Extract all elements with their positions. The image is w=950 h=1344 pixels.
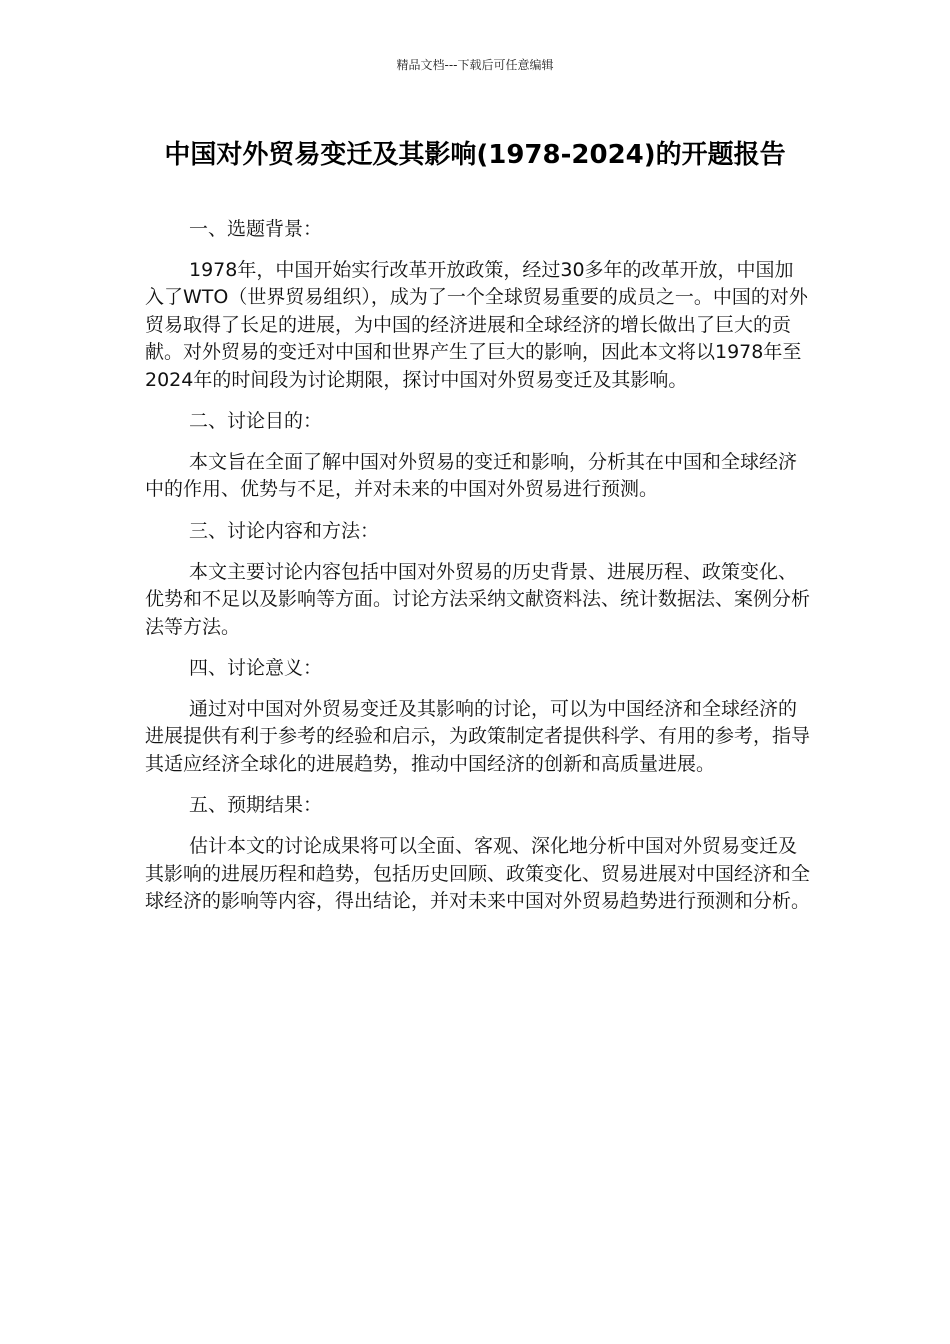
section-purpose — [145, 408, 810, 504]
header-note: 精品文档---下载后可任意编辑 — [396, 58, 554, 72]
section-background — [145, 216, 810, 394]
section-heading: 二、讨论目的： — [189, 410, 323, 433]
section-paragraph: 本文主要讨论内容包括中国对外贸易的历史背景、进展历程、政策变化、优势和不足以及影响等方面。讨论方法采纳文献资料法、统计数据法、案例分析法等方法。 — [145, 560, 811, 638]
section-content-methods — [145, 518, 810, 641]
section-paragraph: 本文旨在全面了解中国对外贸易的变迁和影响，分析其在中国和全球经济中的作用、优势与不足，并对未来的中国对外贸易进行预测。 — [145, 451, 798, 501]
document-body — [145, 216, 810, 930]
section-heading: 五、预期结果： — [189, 794, 323, 817]
section-significance — [145, 655, 810, 778]
section-paragraph: 1978年，中国开始实行改革开放政策，经过30多年的改革开放，中国加入了WTO（世界贸易组织），成为了一个全球贸易重要的成员之一。中国的对外贸易取得了长足的进展，为中国的经济进展和全球经济的增长做出了巨大的贡献。对外贸易的变迁对中国和世界产生了巨大的影响，因此本文将以1978年至2024年的时间段为讨论期限，探讨中国对外贸易变迁及其影响。 — [145, 259, 808, 391]
section-expected-results — [145, 792, 810, 915]
section-heading: 三、讨论内容和方法： — [189, 519, 380, 542]
section-heading: 四、讨论意义： — [189, 657, 323, 680]
section-paragraph: 估计本文的讨论成果将可以全面、客观、深化地分析中国对外贸易变迁及其影响的进展历程和趋势，包括历史回顾、政策变化、贸易进展对中国经济和全球经济的影响等内容，得出结论，并对未来中国对外贸易趋势进行预测和分析。 — [145, 835, 811, 913]
section-heading: 一、选题背景： — [189, 218, 323, 240]
document-title: 中国对外贸易变迁及其影响(1978-2024)的开题报告 — [164, 140, 786, 170]
section-paragraph: 通过对中国对外贸易变迁及其影响的讨论，可以为中国经济和全球经济的进展提供有利于参考的经验和启示，为政策制定者提供科学、有用的参考，指导其适应经济全球化的进展趋势，推动中国经济的创新和高质量进展。 — [145, 698, 811, 775]
